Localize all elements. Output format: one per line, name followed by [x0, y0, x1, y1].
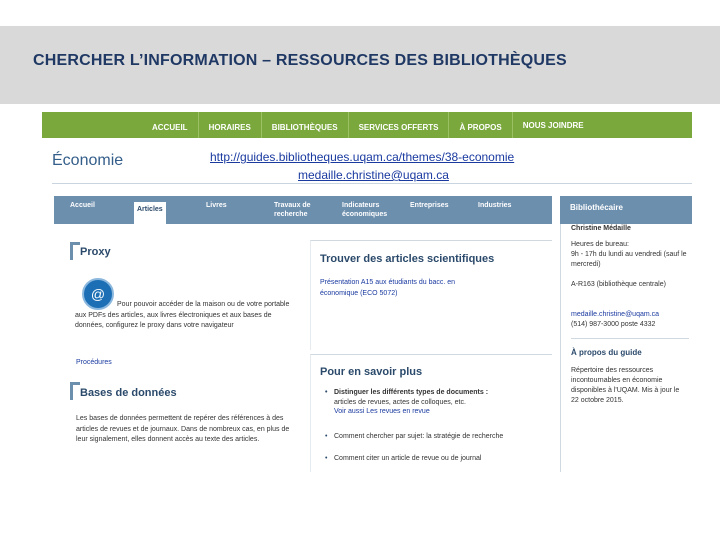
savoir-heading: Pour en savoir plus: [320, 366, 423, 378]
tab-accueil[interactable]: Accueil: [70, 202, 95, 209]
sidebar-heading: Bibliothécaire: [560, 196, 692, 224]
top-nav-spacer: [42, 112, 142, 138]
bases-bracket: [70, 382, 80, 400]
citer-article-item[interactable]: • Comment citer un article de revue ou de journal: [334, 454, 534, 463]
tab-articles[interactable]: Articles: [134, 202, 166, 224]
guide-url-link[interactable]: http://guides.bibliotheques.uqam.ca/themes/38-economie: [210, 150, 515, 164]
proxy-bracket: [70, 242, 80, 260]
procedures-link[interactable]: Procédures: [76, 359, 112, 366]
strategie-recherche-item[interactable]: • Comment chercher par sujet: la stratégie de recherche: [334, 432, 504, 441]
revues-en-revue-link[interactable]: Voir aussi Les revues en revue: [334, 408, 430, 415]
types-documents-link[interactable]: • Distinguer les différents types de documents :: [334, 388, 488, 397]
hours-label: Heures de bureau:: [571, 241, 629, 248]
guide-title: Économie: [52, 152, 124, 169]
sidebar-divider: [571, 338, 689, 339]
divider: [52, 183, 692, 184]
trouver-heading: Trouver des articles scientifiques: [320, 253, 495, 265]
nav-nous-joindre[interactable]: NOUS JOINDRE: [522, 121, 584, 130]
tab-indicateurs[interactable]: Indicateurs économiques: [342, 202, 388, 218]
hours-value: 9h - 17h du lundi au vendredi (sauf le mercredi): [571, 251, 687, 268]
tab-bar: [54, 196, 552, 224]
tab-industries[interactable]: Industries: [478, 202, 512, 209]
sidebar-email-link[interactable]: medaille.christine@uqam.ca: [571, 311, 660, 318]
nav-a-propos[interactable]: À PROPOS: [449, 112, 512, 138]
nav-horaires[interactable]: HORAIRES: [199, 112, 262, 138]
bases-heading: Bases de données: [80, 387, 177, 399]
librarian-email-link[interactable]: medaille.christine@uqam.ca: [298, 168, 449, 182]
tab-travaux[interactable]: Travaux de recherche: [274, 202, 311, 218]
librarian-sidebar: [560, 224, 692, 472]
phone-number: (514) 987-3000 poste 4332: [571, 321, 656, 328]
bases-text: Les bases de données permettent de repérer des références à des articles de revues et de journaux. Dans de nombreux cas, en plus de leur signalement, elles donnent accès au texte des articles.: [76, 415, 290, 443]
types-documents-text: articles de revues, actes de colloques, etc.: [334, 399, 466, 406]
librarian-name: Christine Médaille: [571, 225, 631, 232]
nav-bibliotheques[interactable]: BIBLIOTHÈQUES: [262, 112, 349, 138]
office-location: A-R163 (bibliothèque centrale): [571, 281, 666, 288]
slide-title: CHERCHER L’INFORMATION – RESSOURCES DES BIBLIOTHÈQUES: [33, 52, 567, 69]
tab-entreprises[interactable]: Entreprises: [410, 202, 449, 209]
nav-services[interactable]: SERVICES OFFERTS: [349, 112, 450, 138]
nav-accueil[interactable]: ACCUEIL: [142, 112, 199, 138]
tab-livres[interactable]: Livres: [206, 202, 227, 209]
proxy-globe-icon: @: [82, 278, 114, 310]
presentation-link[interactable]: Présentation A15 aux étudiants du bacc. en économique (ECO 5072): [320, 279, 456, 297]
proxy-heading: Proxy: [80, 246, 111, 258]
website-screenshot: [42, 112, 692, 472]
about-text: Répertoire des ressources incontournables en économie disponibles à l'UQAM. Mis à jour le 22 octobre 2015.: [571, 367, 680, 404]
proxy-text: Pour pouvoir accéder de la maison ou de votre portable aux PDFs des articles, aux livres électroniques et aux bases de données, configurez le proxy dans votre navigateur: [75, 301, 290, 329]
top-nav: [42, 112, 692, 138]
about-heading: À propos du guide: [571, 348, 642, 357]
